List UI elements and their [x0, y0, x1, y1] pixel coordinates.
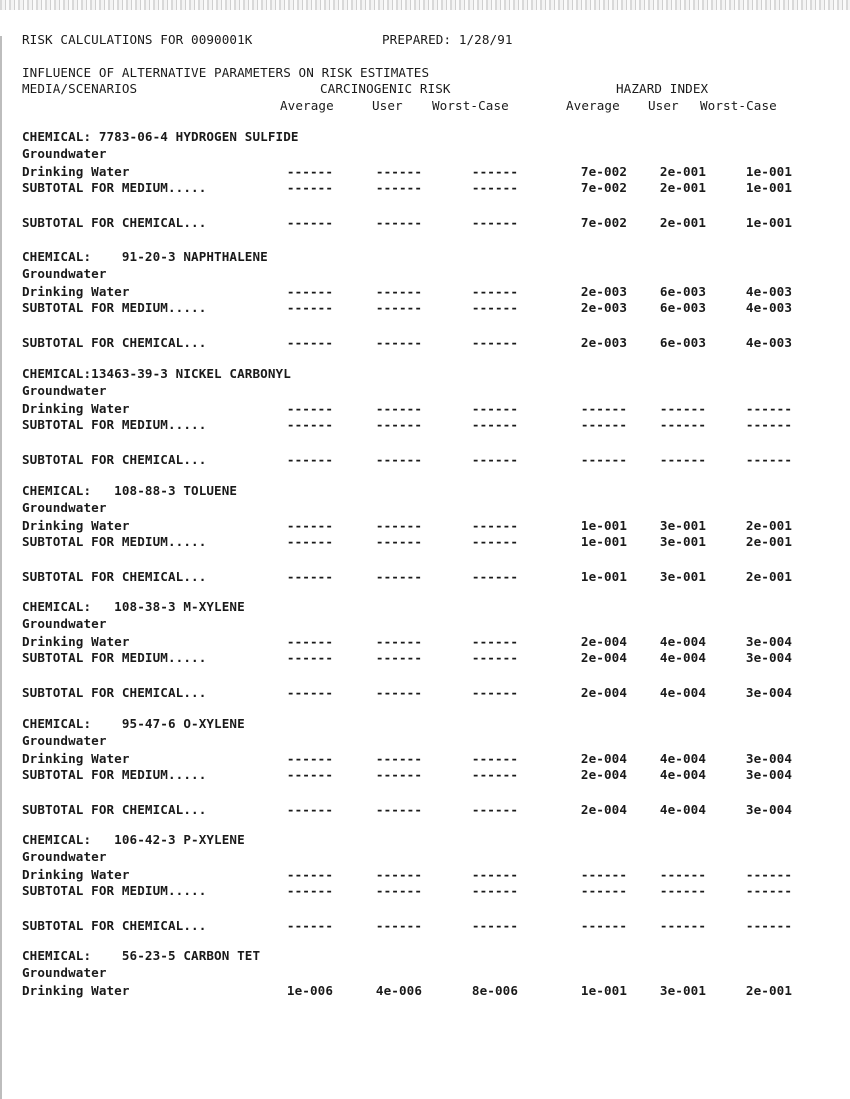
hazard-value: ------: [745, 918, 792, 933]
carcinogenic-value: ------: [375, 164, 422, 179]
row-label: Drinking Water: [22, 401, 130, 416]
row-label: SUBTOTAL FOR MEDIUM.....: [22, 417, 207, 432]
carcinogenic-value: ------: [375, 518, 422, 533]
carcinogenic-value: ------: [286, 518, 333, 533]
col-carc-user: User: [372, 98, 403, 113]
chemical-title: CHEMICAL: 56-23-5 CARBON TET: [22, 948, 261, 963]
carcinogenic-value: ------: [286, 685, 333, 700]
hazard-value: ------: [659, 867, 706, 882]
hazard-value: 2e-001: [745, 569, 792, 584]
col-carc-average: Average: [280, 98, 334, 113]
carcinogenic-value: ------: [471, 401, 518, 416]
carcinogenic-value: ------: [375, 401, 422, 416]
hazard-value: 1e-001: [580, 534, 627, 549]
row-label: SUBTOTAL FOR CHEMICAL...: [22, 452, 207, 467]
medium-label: Groundwater: [22, 383, 107, 398]
row-label: SUBTOTAL FOR CHEMICAL...: [22, 335, 207, 350]
hazard-value: 6e-003: [659, 335, 706, 350]
carcinogenic-value: 8e-006: [471, 983, 518, 998]
hazard-value: ------: [745, 417, 792, 432]
chemical-title: CHEMICAL: 7783-06-4 HYDROGEN SULFIDE: [22, 129, 299, 144]
hazard-value: 2e-003: [580, 335, 627, 350]
carcinogenic-value: ------: [375, 284, 422, 299]
row-label: Drinking Water: [22, 634, 130, 649]
hazard-value: 1e-001: [745, 215, 792, 230]
hazard-value: 1e-001: [745, 164, 792, 179]
row-label: Drinking Water: [22, 867, 130, 882]
hazard-value: 3e-004: [745, 802, 792, 817]
carcinogenic-value: ------: [471, 164, 518, 179]
hazard-value: 4e-003: [745, 335, 792, 350]
hazard-value: ------: [659, 918, 706, 933]
carcinogenic-value: ------: [375, 767, 422, 782]
carcinogenic-value: ------: [471, 215, 518, 230]
row-label: SUBTOTAL FOR CHEMICAL...: [22, 685, 207, 700]
carcinogenic-value: ------: [286, 284, 333, 299]
carcinogenic-value: ------: [471, 534, 518, 549]
hazard-value: 2e-001: [745, 534, 792, 549]
hazard-value: ------: [580, 452, 627, 467]
carcinogenic-value: ------: [471, 518, 518, 533]
hazard-value: 3e-004: [745, 767, 792, 782]
carcinogenic-value: ------: [471, 883, 518, 898]
carcinogenic-value: 1e-006: [286, 983, 333, 998]
hazard-value: ------: [580, 883, 627, 898]
hazard-value: ------: [580, 401, 627, 416]
row-label: SUBTOTAL FOR MEDIUM.....: [22, 883, 207, 898]
hazard-value: ------: [745, 867, 792, 882]
hazard-value: 2e-001: [659, 164, 706, 179]
carcinogenic-value: ------: [286, 401, 333, 416]
hazard-value: 2e-001: [745, 983, 792, 998]
hazard-value: 2e-001: [659, 215, 706, 230]
hazard-value: 2e-004: [580, 767, 627, 782]
carcinogenic-value: ------: [375, 802, 422, 817]
hazard-value: 1e-001: [580, 569, 627, 584]
col-haz-user: User: [648, 98, 679, 113]
carcinogenic-value: ------: [286, 650, 333, 665]
carcinogenic-value: ------: [471, 650, 518, 665]
carcinogenic-value: ------: [375, 883, 422, 898]
hazard-value: 4e-004: [659, 650, 706, 665]
carcinogenic-value: ------: [375, 650, 422, 665]
medium-label: Groundwater: [22, 500, 107, 515]
carcinogenic-value: ------: [286, 751, 333, 766]
carcinogenic-value: ------: [471, 751, 518, 766]
chemical-title: CHEMICAL: 108-38-3 M-XYLENE: [22, 599, 245, 614]
row-label: SUBTOTAL FOR MEDIUM.....: [22, 300, 207, 315]
carcinogenic-value: ------: [286, 180, 333, 195]
hazard-value: 7e-002: [580, 164, 627, 179]
carcinogenic-value: ------: [286, 569, 333, 584]
hazard-value: 4e-004: [659, 751, 706, 766]
hazard-value: ------: [659, 417, 706, 432]
hazard-value: ------: [580, 918, 627, 933]
carcinogenic-value: ------: [375, 180, 422, 195]
carcinogenic-risk-header: CARCINOGENIC RISK: [320, 81, 451, 96]
hazard-index-header: HAZARD INDEX: [616, 81, 709, 96]
media-scenarios-header: MEDIA/SCENARIOS: [22, 81, 138, 96]
carcinogenic-value: ------: [471, 918, 518, 933]
chemical-title: CHEMICAL: 95-47-6 O-XYLENE: [22, 716, 245, 731]
hazard-value: 4e-004: [659, 634, 706, 649]
carcinogenic-value: ------: [375, 452, 422, 467]
carcinogenic-value: ------: [286, 534, 333, 549]
medium-label: Groundwater: [22, 146, 107, 161]
row-label: Drinking Water: [22, 284, 130, 299]
carcinogenic-value: ------: [286, 918, 333, 933]
carcinogenic-value: ------: [471, 569, 518, 584]
carcinogenic-value: ------: [375, 300, 422, 315]
row-label: SUBTOTAL FOR CHEMICAL...: [22, 918, 207, 933]
hazard-value: 2e-001: [659, 180, 706, 195]
medium-label: Groundwater: [22, 733, 107, 748]
carcinogenic-value: ------: [471, 417, 518, 432]
hazard-value: 3e-004: [745, 650, 792, 665]
hazard-value: 2e-004: [580, 650, 627, 665]
carcinogenic-value: ------: [286, 802, 333, 817]
hazard-value: 1e-001: [580, 518, 627, 533]
row-label: Drinking Water: [22, 751, 130, 766]
hazard-value: 4e-003: [745, 300, 792, 315]
hazard-value: ------: [745, 883, 792, 898]
carcinogenic-value: ------: [375, 534, 422, 549]
row-label: Drinking Water: [22, 518, 130, 533]
carcinogenic-value: ------: [471, 767, 518, 782]
carcinogenic-value: ------: [471, 452, 518, 467]
carcinogenic-value: ------: [286, 883, 333, 898]
carcinogenic-value: ------: [471, 284, 518, 299]
report-subtitle: INFLUENCE OF ALTERNATIVE PARAMETERS ON RISK ESTIMATES: [22, 65, 430, 80]
carcinogenic-value: ------: [471, 300, 518, 315]
carcinogenic-value: ------: [375, 685, 422, 700]
hazard-value: ------: [659, 401, 706, 416]
hazard-value: 2e-001: [745, 518, 792, 533]
carcinogenic-value: ------: [471, 802, 518, 817]
prepared-date: PREPARED: 1/28/91: [382, 32, 513, 47]
hazard-value: 3e-004: [745, 685, 792, 700]
carcinogenic-value: ------: [286, 767, 333, 782]
hazard-value: 4e-003: [745, 284, 792, 299]
col-haz-average: Average: [566, 98, 620, 113]
hazard-value: 3e-001: [659, 518, 706, 533]
carcinogenic-value: ------: [471, 685, 518, 700]
hazard-value: 4e-004: [659, 685, 706, 700]
hazard-value: ------: [580, 867, 627, 882]
chemical-title: CHEMICAL: 106-42-3 P-XYLENE: [22, 832, 245, 847]
carcinogenic-value: ------: [471, 634, 518, 649]
hazard-value: 2e-003: [580, 284, 627, 299]
row-label: Drinking Water: [22, 164, 130, 179]
carcinogenic-value: ------: [286, 867, 333, 882]
chemical-title: CHEMICAL:13463-39-3 NICKEL CARBONYL: [22, 366, 291, 381]
hazard-value: ------: [659, 883, 706, 898]
carcinogenic-value: ------: [375, 215, 422, 230]
carcinogenic-value: ------: [286, 335, 333, 350]
row-label: SUBTOTAL FOR MEDIUM.....: [22, 180, 207, 195]
row-label: SUBTOTAL FOR CHEMICAL...: [22, 802, 207, 817]
carcinogenic-value: ------: [471, 335, 518, 350]
carcinogenic-value: ------: [471, 867, 518, 882]
hazard-value: 7e-002: [580, 180, 627, 195]
carcinogenic-value: ------: [375, 751, 422, 766]
carcinogenic-value: ------: [375, 634, 422, 649]
col-haz-worst-case: Worst-Case: [700, 98, 777, 113]
report-title: RISK CALCULATIONS FOR 0090001K: [22, 32, 253, 47]
hazard-value: 2e-004: [580, 634, 627, 649]
carcinogenic-value: ------: [471, 180, 518, 195]
carcinogenic-value: ------: [375, 918, 422, 933]
carcinogenic-value: ------: [286, 452, 333, 467]
carcinogenic-value: ------: [286, 164, 333, 179]
row-label: SUBTOTAL FOR MEDIUM.....: [22, 534, 207, 549]
carcinogenic-value: ------: [286, 417, 333, 432]
hazard-value: 3e-004: [745, 751, 792, 766]
carcinogenic-value: 4e-006: [375, 983, 422, 998]
row-label: Drinking Water: [22, 983, 130, 998]
hazard-value: 6e-003: [659, 284, 706, 299]
chemical-title: CHEMICAL: 108-88-3 TOLUENE: [22, 483, 238, 498]
hazard-value: 2e-004: [580, 802, 627, 817]
carcinogenic-value: ------: [286, 634, 333, 649]
carcinogenic-value: ------: [375, 569, 422, 584]
carcinogenic-value: ------: [375, 417, 422, 432]
medium-label: Groundwater: [22, 616, 107, 631]
row-label: SUBTOTAL FOR MEDIUM.....: [22, 767, 207, 782]
hazard-value: 2e-004: [580, 685, 627, 700]
row-label: SUBTOTAL FOR CHEMICAL...: [22, 569, 207, 584]
medium-label: Groundwater: [22, 849, 107, 864]
hazard-value: 3e-004: [745, 634, 792, 649]
medium-label: Groundwater: [22, 965, 107, 980]
hazard-value: 3e-001: [659, 534, 706, 549]
row-label: SUBTOTAL FOR MEDIUM.....: [22, 650, 207, 665]
carcinogenic-value: ------: [286, 300, 333, 315]
hazard-value: ------: [659, 452, 706, 467]
hazard-value: ------: [745, 401, 792, 416]
hazard-value: ------: [580, 417, 627, 432]
medium-label: Groundwater: [22, 266, 107, 281]
hazard-value: 3e-001: [659, 983, 706, 998]
hazard-value: 1e-001: [745, 180, 792, 195]
hazard-value: 1e-001: [580, 983, 627, 998]
hazard-value: 3e-001: [659, 569, 706, 584]
carcinogenic-value: ------: [286, 215, 333, 230]
row-label: SUBTOTAL FOR CHEMICAL...: [22, 215, 207, 230]
hazard-value: 4e-004: [659, 767, 706, 782]
hazard-value: 2e-004: [580, 751, 627, 766]
hazard-value: ------: [745, 452, 792, 467]
hazard-value: 4e-004: [659, 802, 706, 817]
col-carc-worst-case: Worst-Case: [432, 98, 509, 113]
hazard-value: 2e-003: [580, 300, 627, 315]
chemical-title: CHEMICAL: 91-20-3 NAPHTHALENE: [22, 249, 268, 264]
hazard-value: 7e-002: [580, 215, 627, 230]
carcinogenic-value: ------: [375, 867, 422, 882]
hazard-value: 6e-003: [659, 300, 706, 315]
carcinogenic-value: ------: [375, 335, 422, 350]
